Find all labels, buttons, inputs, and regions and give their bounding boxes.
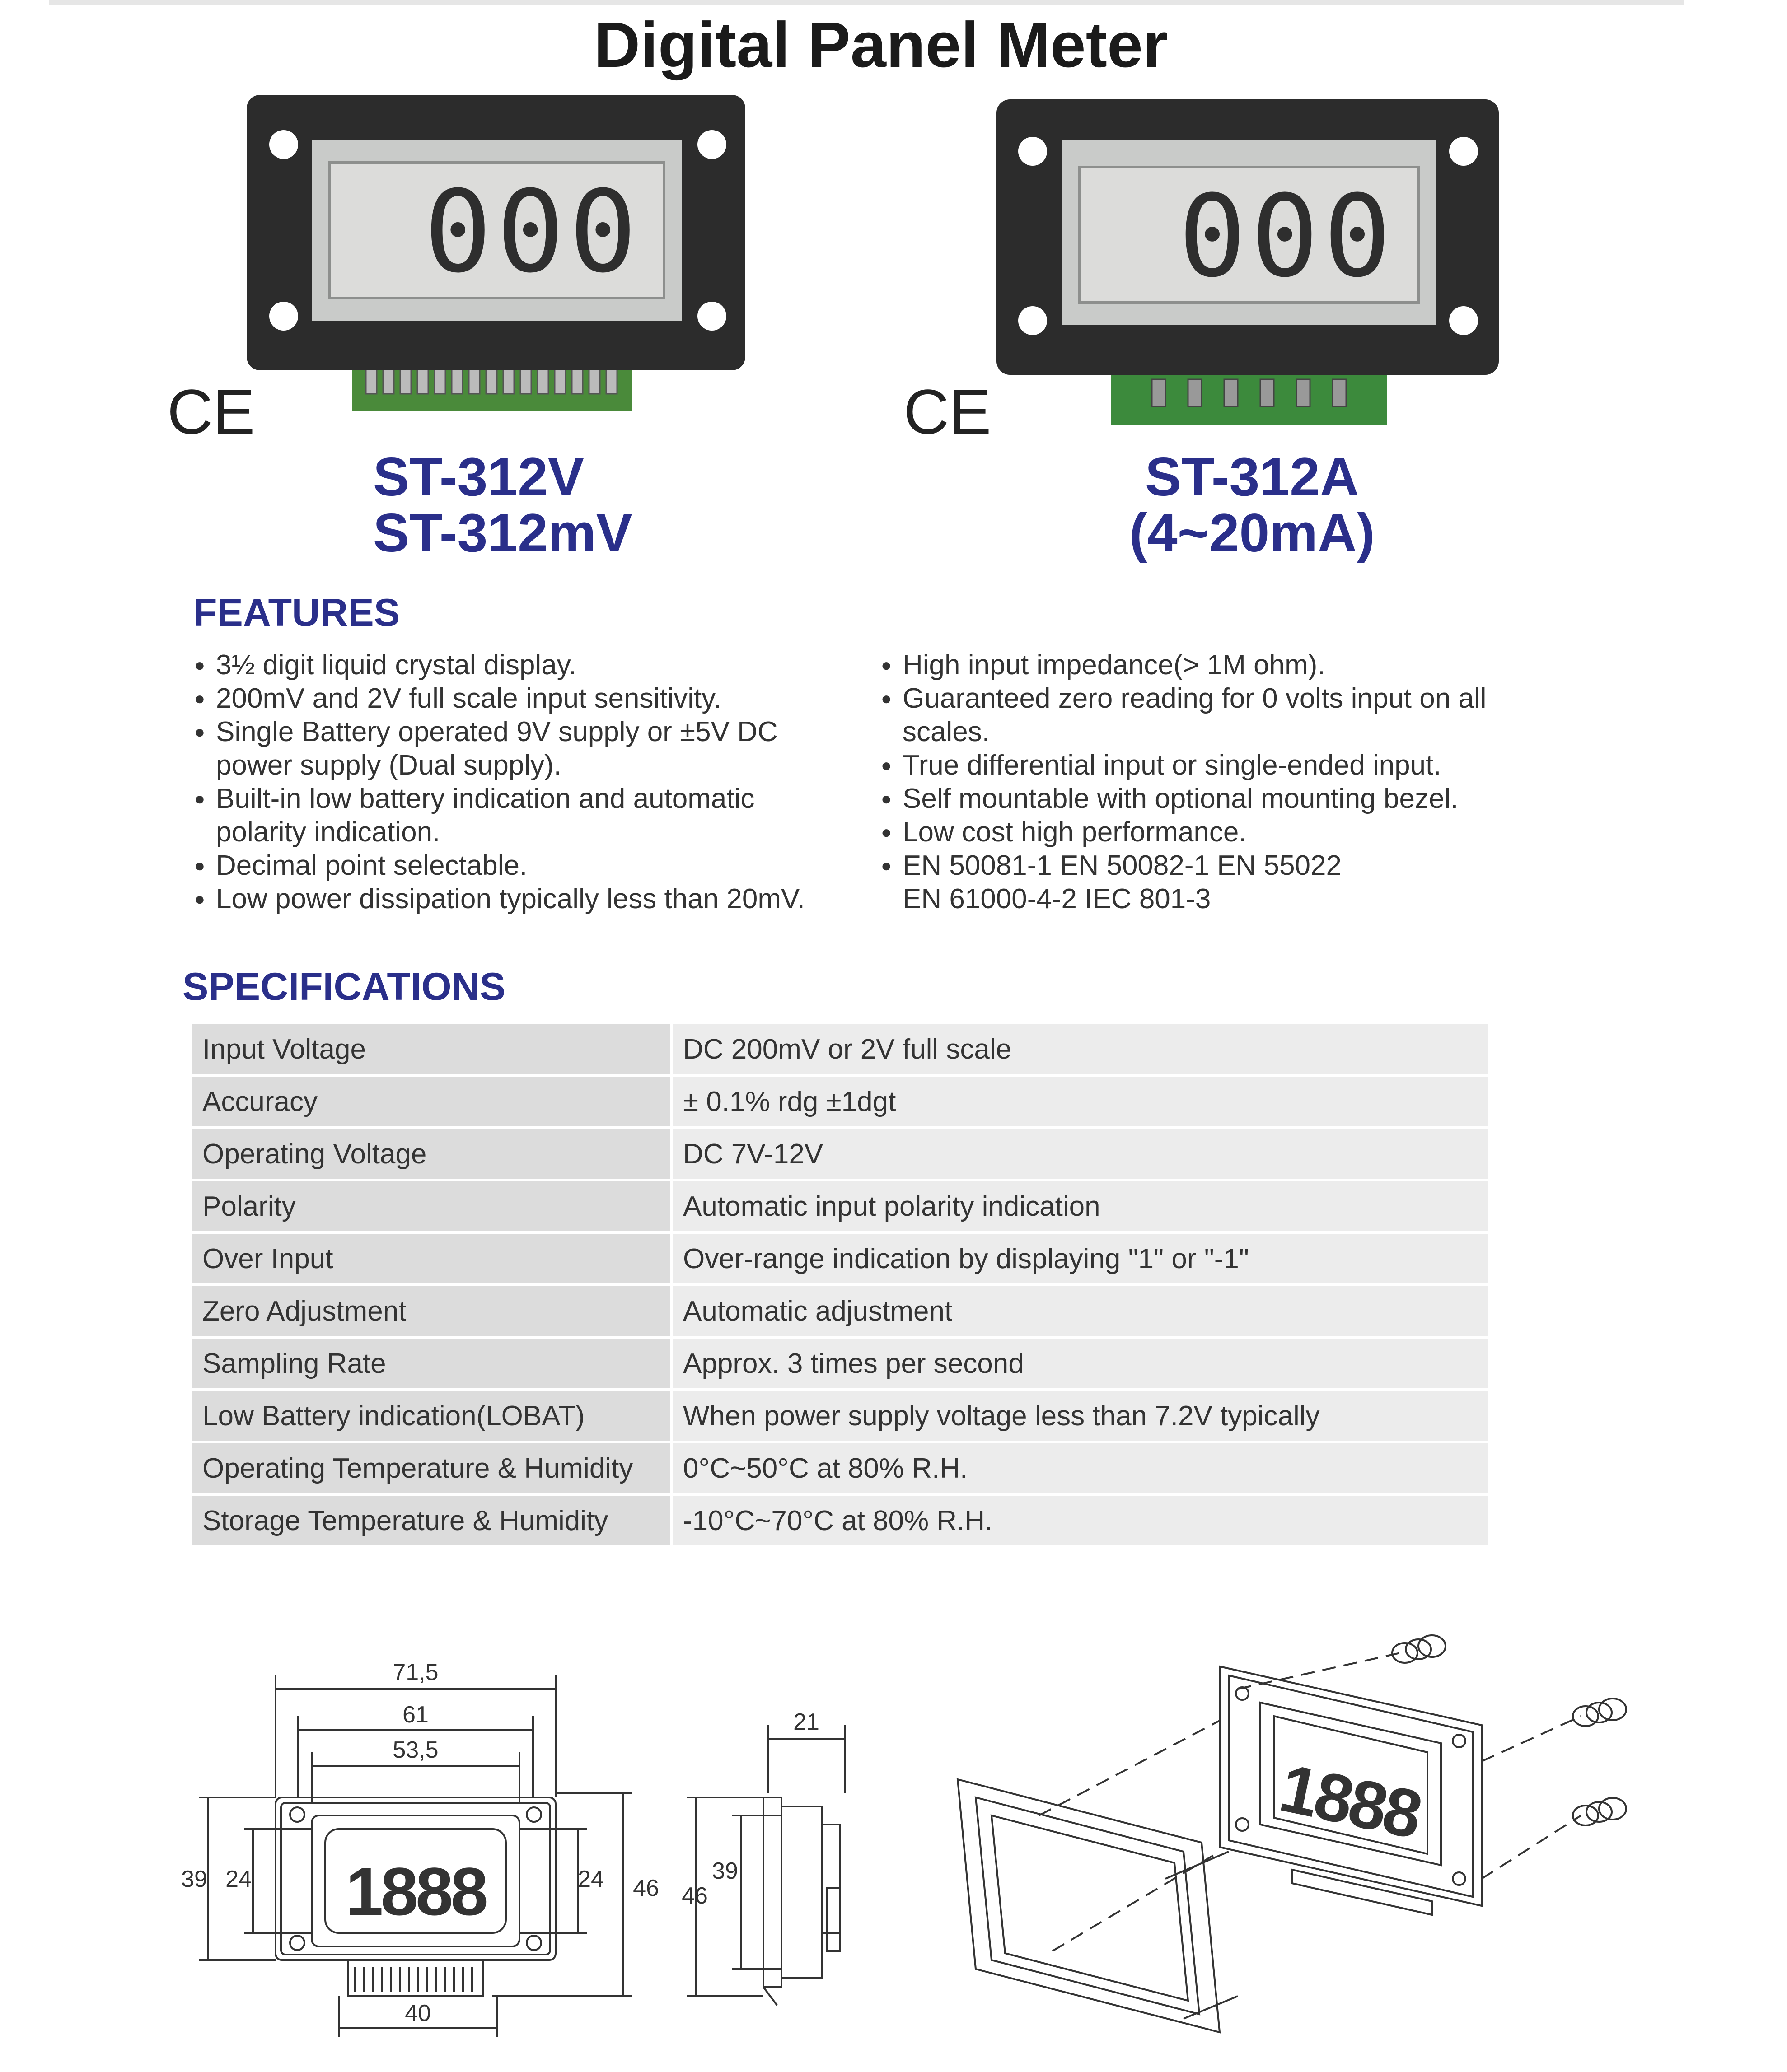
dim-height-total: 46: [633, 1875, 659, 1901]
spec-label: Polarity: [192, 1181, 670, 1231]
list-item: ● High input impedance(> 1M ohm).: [881, 649, 1522, 682]
table-row: [192, 1443, 1488, 1493]
model-line: (4~20mA): [1129, 503, 1375, 563]
model-name-st312a: [1129, 449, 1375, 561]
spec-value: ± 0.1% rdg ±1dgt: [673, 1077, 1488, 1126]
spec-label: Operating Temperature & Humidity: [192, 1443, 670, 1493]
spec-value: Automatic input polarity indication: [673, 1181, 1488, 1231]
table-row: [192, 1391, 1488, 1441]
features-heading: FEATURES: [193, 591, 400, 635]
spec-value: -10°C~70°C at 80% R.H.: [673, 1496, 1488, 1545]
list-item: ● 200mV and 2V full scale input sensitivity.: [194, 682, 845, 715]
spec-value: When power supply voltage less than 7.2V typically: [673, 1391, 1488, 1441]
table-row: [192, 1339, 1488, 1388]
lcd-digits: 000: [1178, 171, 1396, 302]
list-item: ● True differential input or single-ended input.: [881, 749, 1522, 782]
spec-value: DC 200mV or 2V full scale: [673, 1024, 1488, 1074]
front-dimension-drawing: [181, 1644, 669, 2050]
dim-height-outer: 39: [181, 1866, 207, 1892]
list-item: ● Self mountable with optional mounting bezel.: [881, 782, 1522, 816]
spec-label: Zero Adjustment: [192, 1286, 670, 1336]
list-item: ● Low power dissipation typically less than 20mV.: [194, 882, 845, 916]
table-row: [192, 1024, 1488, 1074]
dim-depth: 21: [793, 1709, 819, 1735]
table-row: [192, 1181, 1488, 1231]
spec-label: Accuracy: [192, 1077, 670, 1126]
list-item: ● 3½ digit liquid crystal display.: [194, 649, 845, 682]
spec-label: Storage Temperature & Humidity: [192, 1496, 670, 1545]
dim-width-bottom: 40: [405, 2000, 431, 2026]
spec-value: Automatic adjustment: [673, 1286, 1488, 1336]
dim-side-height-total: 46: [682, 1883, 708, 1909]
dim-side-height-body: 39: [712, 1858, 738, 1884]
lcd-digits: 000: [424, 166, 641, 298]
side-dimension-drawing: [673, 1689, 863, 2032]
table-row: [192, 1234, 1488, 1283]
spec-label: Low Battery indication(LOBAT): [192, 1391, 670, 1441]
list-item: ● EN 50081-1 EN 50082-1 EN 55022 EN 61000-4-2 IEC 801-3: [881, 849, 1372, 916]
spec-label: Input Voltage: [192, 1024, 670, 1074]
list-item: ● Low cost high performance.: [881, 816, 1522, 849]
front-lcd-digits: 1888: [346, 1853, 486, 1929]
features-left-list: [194, 649, 845, 916]
meter-st312a-image: [899, 90, 1531, 434]
assembly-exploded-drawing: [949, 1626, 1671, 2068]
list-item: ● Single Battery operated 9V supply or ±5V DC power supply (Dual supply).: [194, 715, 845, 782]
list-item: ● Built-in low battery indication and automatic polarity indication.: [194, 782, 845, 849]
assembly-lcd-digits: 1888: [1273, 1749, 1427, 1853]
ce-mark: CE: [903, 376, 992, 434]
spec-label: Sampling Rate: [192, 1339, 670, 1388]
spec-value: 0°C~50°C at 80% R.H.: [673, 1443, 1488, 1493]
list-item: ● Decimal point selectable.: [194, 849, 845, 882]
model-line: ST-312mV: [373, 503, 632, 563]
specifications-table: [190, 1022, 1491, 1548]
spec-value: DC 7V-12V: [673, 1129, 1488, 1179]
list-item: ● Guaranteed zero reading for 0 volts input on all scales.: [881, 682, 1522, 749]
table-row: [192, 1129, 1488, 1179]
dim-width-inner: 53,5: [393, 1737, 439, 1763]
model-name-st312v: [373, 449, 632, 561]
model-line: ST-312A: [1145, 447, 1359, 507]
ce-mark: CE: [167, 376, 255, 434]
meter-st312v-image: [154, 90, 786, 434]
dim-width-outer: 71,5: [393, 1659, 439, 1685]
dim-width-mid: 61: [402, 1702, 429, 1728]
features-right-list: [881, 649, 1522, 916]
spec-value: Over-range indication by displaying "1" or "-1": [673, 1234, 1488, 1283]
spec-value: Approx. 3 times per second: [673, 1339, 1488, 1388]
top-divider: [49, 0, 1684, 5]
specifications-heading: SPECIFICATIONS: [182, 965, 506, 1008]
spec-label: Operating Voltage: [192, 1129, 670, 1179]
spec-label: Over Input: [192, 1234, 670, 1283]
dim-height-inner-left: 24: [225, 1866, 252, 1892]
page-title: Digital Panel Meter: [594, 9, 1168, 81]
table-row: [192, 1496, 1488, 1545]
dim-height-inner-right: 24: [578, 1866, 604, 1892]
table-row: [192, 1286, 1488, 1336]
table-row: [192, 1077, 1488, 1126]
model-line: ST-312V: [373, 447, 584, 507]
